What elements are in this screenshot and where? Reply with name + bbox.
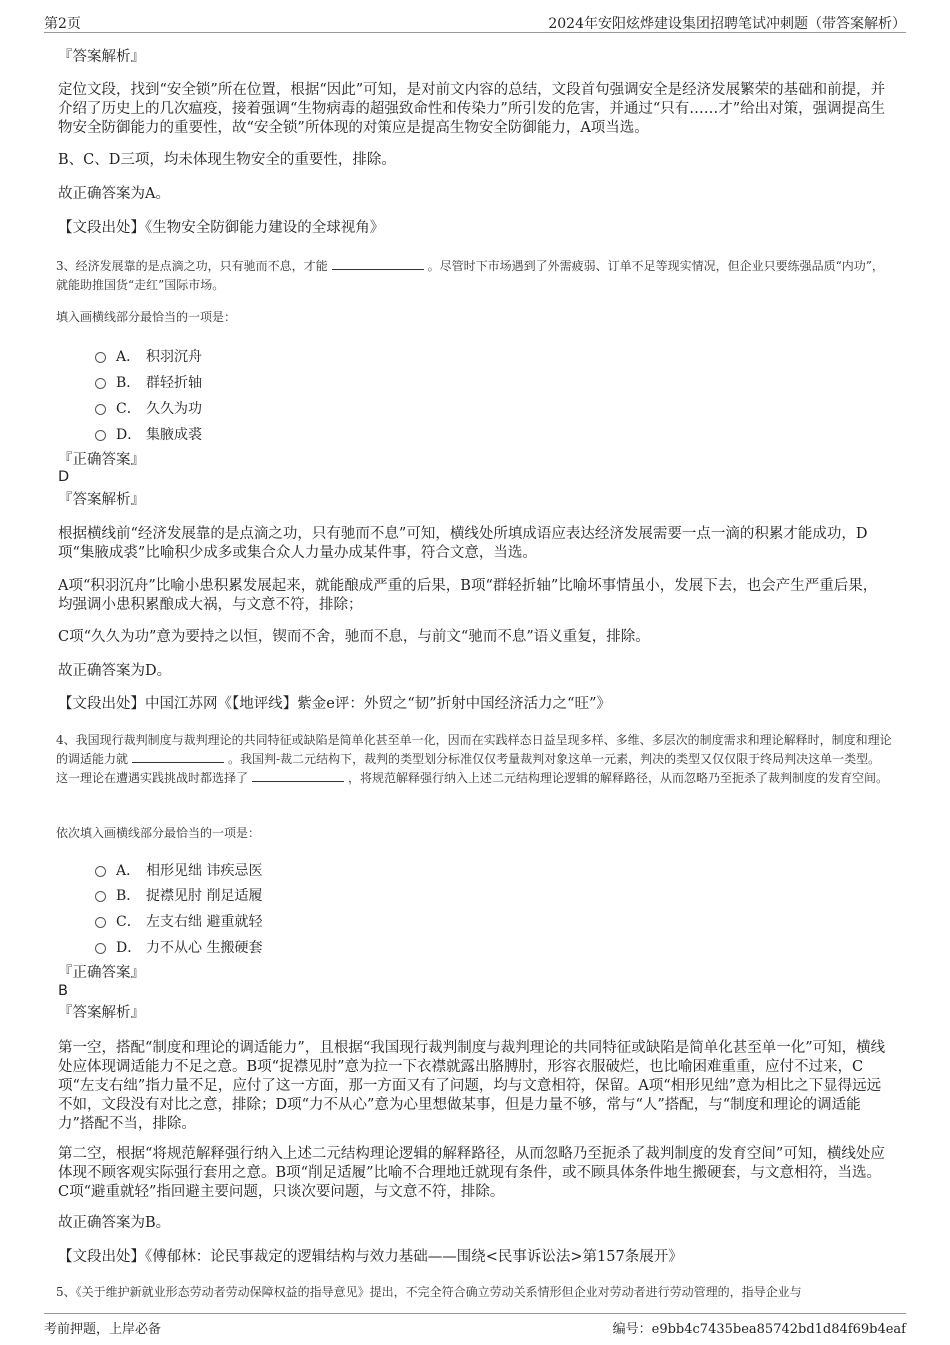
q4-option-d[interactable]: D． 力不从心 生搬硬套 [95, 937, 262, 957]
q4-correct-label: 『正确答案』 [58, 965, 145, 981]
radio-icon[interactable] [95, 430, 106, 441]
radio-icon[interactable] [95, 943, 106, 954]
q5-stem: 5、《关于维护新就业形态劳动者劳动保障权益的指导意见》提出，不完全符合确立劳动关系情形但企业对劳动者进行劳动管理的，指导企业与 [56, 1285, 802, 1299]
q3-option-b[interactable]: B． 群轻折轴 [95, 372, 202, 392]
q3-prompt: 填入画横线部分最恰当的一项是： [56, 310, 237, 324]
q3-correct-label: 『正确答案』 [58, 452, 145, 468]
q2-analysis-label: 『答案解析』 [58, 49, 145, 65]
q2-analysis-p1: 定位文段，找到“安全锁”所在位置，根据“因此”可知，是对前文内容的总结，文段首句强调安全是经济发展繁荣的基础和前提，并介绍了历史上的几次瘟疫，接着强调“生物病毒的超强致命性和传染力”所引发的危害，并通过“只有……才”给出对策，强调提高生物安全防御能力的重要性，故“安全锁”所体现的对策应是提高生物安全防御能力，A项当选。 [58, 82, 886, 136]
q4-correct-answer: B [58, 983, 68, 999]
radio-icon[interactable] [95, 866, 106, 877]
q3-analysis-p4: 故正确答案为D。 [58, 663, 172, 679]
radio-icon[interactable] [95, 917, 106, 928]
footer-slogan: 考前押题，上岸必备 [44, 1322, 162, 1337]
q4-analysis-p3: 故正确答案为B。 [58, 1215, 171, 1231]
q3-correct-answer: D [58, 469, 70, 485]
q2-source: 【文段出处】《生物安全防御能力建设的全球视角》 [58, 220, 385, 236]
q4-blank-1 [132, 750, 224, 763]
q4-option-c[interactable]: C． 左支右绌 避重就轻 [95, 911, 262, 931]
page-number: 第2页 [44, 16, 81, 32]
q4-option-b[interactable]: B． 捉襟见肘 削足适履 [95, 885, 262, 905]
q3-analysis-p3: C项“久久为功”意为要持之以恒，锲而不舍，驰而不息，与前文“驰而不息”语义重复，排除。 [58, 629, 650, 645]
q4-option-a[interactable]: A． 相形见绌 讳疾忌医 [95, 860, 262, 880]
q3-blank [332, 257, 424, 270]
q3-option-d[interactable]: D． 集腋成裘 [95, 424, 202, 444]
q4-analysis-p1: 第一空，搭配“制度和理论的调适能力”，且根据“我国现行裁判制度与裁判理论的共同特征或缺陷是简单化甚至单一化”可知，横线处应体现调适能力不足之意。B项“捉襟见肘”意为拉一下衣襟就露出胳膊肘，形容衣服破烂，也比喻困难重重，应付不过来，C项“左支右绌”指力量不足，应付了这一方面，那一方面又有了问题，均与文意相符，保留。A项“相形见绌”意为相比之下显得远远不如，文段没有对比之意，排除；D项“力不从心”意为心里想做某事，但是力量不够，常与“人”搭配，与“制度和理论的调适能力”搭配不当，排除。 [58, 1040, 886, 1132]
q4-prompt: 依次填入画横线部分最恰当的一项是： [56, 826, 261, 840]
q4-stem: 4、我国现行裁判制度与裁判理论的共同特征或缺陷是简单化甚至单一化，因而在实践样态日益呈现多样、多维、多层次的制度需求和理论解释时，制度和理论的调适能力就 。我国判-裁二元结构下，裁判的类型划分标准仅仅考量裁判对象这单一元素，判决的类型又仅仅限于终局判决这单一类型。这一理论在遭遇实践挑战时都选择了 ，将规范解释强行纳入上述二元结构理论逻辑的解释路径，从而忽略乃至扼杀了裁判制度的发育空间。 [56, 733, 892, 785]
radio-icon[interactable] [95, 352, 106, 363]
q2-analysis-p2: B、C、D三项，均未体现生物安全的重要性，排除。 [58, 152, 396, 168]
q3-option-a[interactable]: A． 积羽沉舟 [95, 346, 202, 366]
q3-analysis-p1: 根据横线前“经济发展靠的是点滴之功，只有驰而不息”可知，横线处所填成语应表达经济发展需要一点一滴的积累才能成功，D项“集腋成裘”比喻积少成多或集合众人力量办成某件事，符合文意，当选。 [58, 526, 868, 561]
radio-icon[interactable] [95, 404, 106, 415]
q3-source: 【文段出处】中国江苏网《【地评线】紫金e评：外贸之“韧”折射中国经济活力之“旺”》 [58, 696, 611, 712]
q2-analysis-p3: 故正确答案为A。 [58, 186, 170, 202]
page-footer [44, 1313, 906, 1337]
q4-blank-2 [252, 769, 344, 782]
document-code: 编号：e9bb4c7435bea85742bd1d84f69b4eaf [612, 1322, 906, 1337]
q4-analysis-p2: 第二空，根据“将规范解释强行纳入上述二元结构理论逻辑的解释路径，从而忽略乃至扼杀了裁判制度的发育空间”可知，横线处应体现不顾客观实际强行套用之意。B项“削足适履”比喻不合理地迁就现有条件，或不顾具体条件地生搬硬套，与文意相符，当选。C项“避重就轻”指回避主要问题，只谈次要问题，与文意不符，排除。 [58, 1146, 885, 1200]
q3-stem: 3、经济发展靠的是点滴之功，只有驰而不息，才能 。尽管时下市场遇到了外需疲弱、订单不足等现实情况，但企业只要练强品质“内功”，就能助推国货“走红”国际市场。 [56, 259, 884, 292]
q3-analysis-p2: A项“积羽沉舟”比喻小患积累发展起来，就能酿成严重的后果，B项“群轻折轴”比喻坏事情虽小，发展下去，也会产生严重后果，均强调小患积累酿成大祸，与文意不符，排除； [58, 578, 878, 613]
q4-analysis-label: 『答案解析』 [58, 1005, 145, 1021]
q4-source: 【文段出处】《傅郁林：论民事裁定的逻辑结构与效力基础——围绕<民事诉讼法>第157条展开》 [58, 1249, 683, 1265]
page-header [44, 10, 906, 33]
q3-option-c[interactable]: C． 久久为功 [95, 398, 202, 418]
document-title: 2024年安阳炫烨建设集团招聘笔试冲刺题（带答案解析） [548, 16, 906, 32]
radio-icon[interactable] [95, 891, 106, 902]
q3-analysis-label: 『答案解析』 [58, 492, 145, 508]
radio-icon[interactable] [95, 378, 106, 389]
